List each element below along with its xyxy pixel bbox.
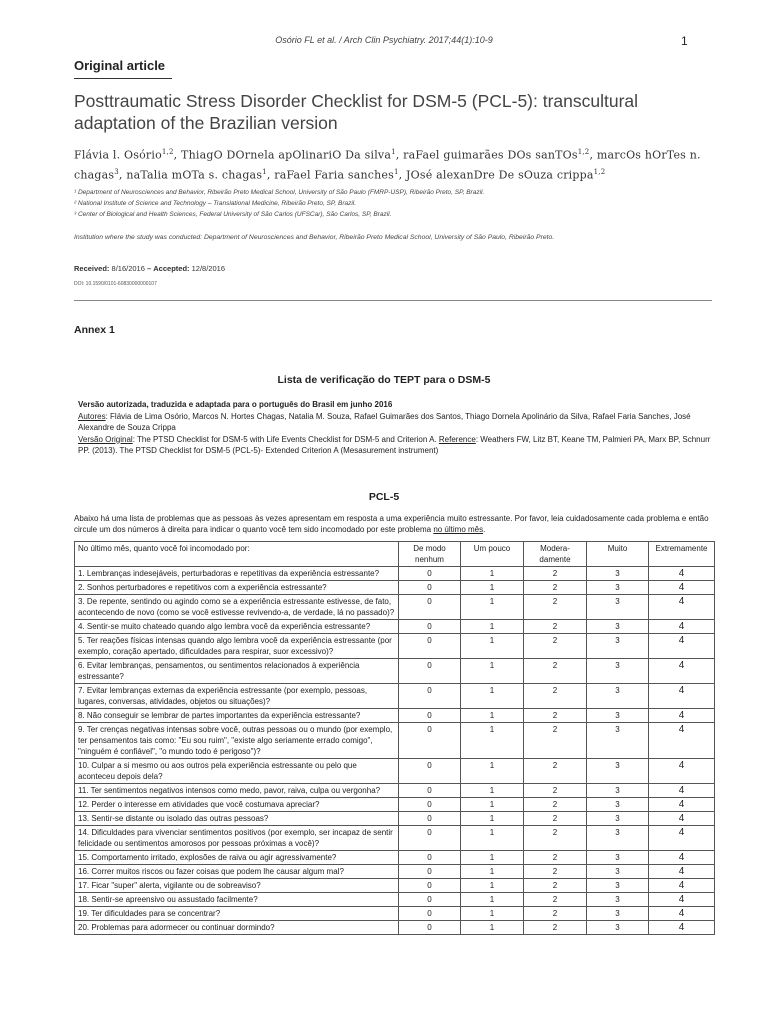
rating-option[interactable]: 2 — [524, 567, 587, 581]
header-item: No último mês, quanto você foi incomodado por: — [75, 542, 399, 567]
dates-dash: – — [147, 264, 152, 273]
rating-option[interactable]: 2 — [524, 893, 587, 907]
rating-option[interactable]: 4 — [649, 921, 715, 935]
rating-option[interactable]: 3 — [587, 784, 649, 798]
rating-option[interactable]: 1 — [461, 723, 524, 759]
accepted-label: Accepted: — [153, 264, 190, 273]
author-name: raFael Faria sanches — [274, 168, 394, 182]
item-text: 14. Dificuldades para vivenciar sentimentos positivos (por exemplo, ser incapaz de sentir felicidade ou sentimentos amorosos por pessoas próximas a você)? — [75, 826, 399, 851]
rating-option[interactable]: 4 — [649, 879, 715, 893]
rating-option[interactable]: 4 — [649, 907, 715, 921]
rating-option[interactable]: 4 — [649, 709, 715, 723]
item-text: 17. Ficar "super" alerta, vigilante ou de sobreaviso? — [75, 879, 399, 893]
rating-option[interactable]: 0 — [399, 826, 461, 851]
rating-option[interactable]: 4 — [649, 595, 715, 620]
rating-option[interactable]: 0 — [399, 812, 461, 826]
table-row — [75, 851, 715, 865]
header-not-at-all: De modo nenhum — [399, 542, 461, 567]
rating-option[interactable]: 3 — [587, 659, 649, 684]
received-label: Received: — [74, 264, 110, 273]
rating-option[interactable]: 0 — [399, 723, 461, 759]
table-row — [75, 907, 715, 921]
rating-option[interactable]: 3 — [587, 907, 649, 921]
rating-option[interactable]: 2 — [524, 879, 587, 893]
rating-option[interactable]: 2 — [524, 659, 587, 684]
item-text: 13. Sentir-se distante ou isolado das outras pessoas? — [75, 812, 399, 826]
rating-option[interactable]: 2 — [524, 798, 587, 812]
rating-option[interactable]: 2 — [524, 620, 587, 634]
rating-option[interactable]: 4 — [649, 784, 715, 798]
doi: DOI: 10.1590/0101-60830000000107 — [74, 281, 157, 287]
rating-option[interactable]: 4 — [649, 567, 715, 581]
rating-option[interactable]: 2 — [524, 581, 587, 595]
rating-option[interactable]: 0 — [399, 567, 461, 581]
rating-option[interactable]: 3 — [587, 826, 649, 851]
author-name: ThiagO DOrnela apOlinariO Da silva — [181, 148, 392, 162]
rating-option[interactable]: 1 — [461, 851, 524, 865]
table-row — [75, 812, 715, 826]
rating-option[interactable]: 3 — [587, 595, 649, 620]
author-name: naTalia mOTa s. chagas — [126, 168, 263, 182]
rating-option[interactable]: 3 — [587, 684, 649, 709]
version-block — [78, 399, 718, 457]
rating-option[interactable]: 3 — [587, 865, 649, 879]
rating-option[interactable]: 0 — [399, 921, 461, 935]
rating-option[interactable]: 4 — [649, 759, 715, 784]
author-name: JOsé alexanDre De sOuza crippa — [406, 168, 594, 182]
item-text: 15. Comportamento irritado, explosões de raiva ou agir agressivamente? — [75, 851, 399, 865]
checklist-title: Lista de verificação do TEPT para o DSM-5 — [277, 374, 491, 386]
rating-option[interactable]: 0 — [399, 581, 461, 595]
item-text: 20. Problemas para adormecer ou continuar dormindo? — [75, 921, 399, 935]
rating-option[interactable]: 1 — [461, 567, 524, 581]
rating-option[interactable]: 1 — [461, 634, 524, 659]
rating-option[interactable]: 4 — [649, 634, 715, 659]
rating-option[interactable]: 1 — [461, 620, 524, 634]
reference-text: : Weathers FW, Litz BT, Keane TM, Palmieri PA, Marx BP, Schnurr PP. (2013). The PTSD Checklist for DSM-5 (PCL-5)- Extended Criterion A (Mesasurement instrument) — [78, 434, 711, 455]
rating-option[interactable]: 4 — [649, 684, 715, 709]
item-text: 1. Lembranças indesejáveis, perturbadoras e repetitivas da experiência estressante? — [75, 567, 399, 581]
page-number: 1 — [681, 34, 688, 48]
rating-option[interactable]: 2 — [524, 826, 587, 851]
author-affiliation-marker: 3 — [114, 167, 119, 176]
rating-option[interactable]: 2 — [524, 595, 587, 620]
author-affiliation-marker: 1,2 — [593, 167, 606, 176]
rating-option[interactable]: 2 — [524, 921, 587, 935]
table-row — [75, 759, 715, 784]
rating-option[interactable]: 2 — [524, 907, 587, 921]
dates-line — [74, 264, 225, 273]
rating-option[interactable]: 4 — [649, 620, 715, 634]
author-affiliation-marker: 1 — [391, 148, 396, 156]
table-row — [75, 709, 715, 723]
table-row — [75, 567, 715, 581]
item-text: 7. Evitar lembranças externas da experiência estressante (por exemplo, pessoas, lugares, conversas, atividades, objetos ou situações)? — [75, 684, 399, 709]
item-text: 9. Ter crenças negativas intensas sobre você, outras pessoas ou o mundo (por exemplo, ter pensamentos tais como: "Eu sou ruim", "existe algo seriamente errado comigo", "ninguém é confiável", "o mundo todo é perigoso")? — [75, 723, 399, 759]
table-header-row — [75, 542, 715, 567]
table-row — [75, 595, 715, 620]
rating-option[interactable]: 0 — [399, 620, 461, 634]
item-text: 11. Ter sentimentos negativos intensos como medo, pavor, raiva, culpa ou vergonha? — [75, 784, 399, 798]
section-divider — [74, 300, 712, 301]
rating-option[interactable]: 2 — [524, 759, 587, 784]
table-row — [75, 634, 715, 659]
pcl5-table — [74, 541, 715, 935]
article-type: Original article — [74, 58, 166, 73]
rating-option[interactable]: 4 — [649, 812, 715, 826]
table-row — [75, 893, 715, 907]
rating-option[interactable]: 2 — [524, 812, 587, 826]
rating-option[interactable]: 2 — [524, 723, 587, 759]
rating-option[interactable]: 1 — [461, 893, 524, 907]
author-list: Flávia l. Osório$^{1,2}$, ThiagO DOrnela apOlinariO Da silva$^1$, raFael guimarães DOs sanTOs$^{1,2}$, marcOs hOrTes n. chagas$^3$, naTalia mOTa s. chagas$^1$, raFael Faria sanches$^1$, JOsé alexanDre De sOuza crippa$^{1,2}$ — [74, 148, 701, 182]
table-row — [75, 921, 715, 935]
original-line — [78, 434, 718, 457]
author-affiliation-marker: 1,2 — [577, 148, 590, 156]
header-a-little: Um pouco — [461, 542, 524, 567]
rating-option[interactable]: 1 — [461, 784, 524, 798]
item-text: 10. Culpar a si mesmo ou aos outros pela experiência estressante ou pelo que aconteceu depois dela? — [75, 759, 399, 784]
rating-option[interactable]: 4 — [649, 798, 715, 812]
rating-option[interactable]: 0 — [399, 851, 461, 865]
intro-end: . — [483, 525, 486, 534]
table-row — [75, 723, 715, 759]
author-affiliation-marker: 1,2 — [161, 148, 174, 156]
item-text: 5. Ter reações físicas intensas quando algo lembra você da experiência estressante (por exemplo, coração apertado, dificuldades para respirar, suor excessivo)? — [75, 634, 399, 659]
rating-option[interactable]: 4 — [649, 851, 715, 865]
rating-option[interactable]: 0 — [399, 684, 461, 709]
rating-option[interactable]: 3 — [587, 581, 649, 595]
rating-option[interactable]: 1 — [461, 921, 524, 935]
intro-underlined: no último mês — [433, 525, 484, 534]
item-text: 2. Sonhos perturbadores e repetitivos com a experiência estressante? — [75, 581, 399, 595]
rating-option[interactable]: 1 — [461, 798, 524, 812]
table-row — [75, 581, 715, 595]
author-affiliation-marker: 1 — [262, 167, 267, 176]
rating-option[interactable]: 1 — [461, 812, 524, 826]
item-text: 3. De repente, sentindo ou agindo como se a experiência estressante estivesse, de fato, acontecendo de novo (como se você estivesse revivendo-a, de verdade, lá no passado)? — [75, 595, 399, 620]
pcl5-instructions — [74, 513, 714, 535]
rating-option[interactable]: 3 — [587, 921, 649, 935]
rating-option[interactable]: 0 — [399, 659, 461, 684]
rating-option[interactable]: 3 — [587, 879, 649, 893]
rating-option[interactable]: 1 — [461, 865, 524, 879]
rating-option[interactable]: 4 — [649, 723, 715, 759]
rating-option[interactable]: 0 — [399, 759, 461, 784]
rating-option[interactable]: 0 — [399, 798, 461, 812]
rating-option[interactable]: 3 — [587, 620, 649, 634]
author-affiliation-marker: 1 — [393, 167, 399, 176]
annex-heading: Annex 1 — [74, 324, 115, 336]
item-text: 18. Sentir-se apreensivo ou assustado facilmente? — [75, 893, 399, 907]
reference-label: Reference — [438, 434, 476, 444]
institution-note: Institution where the study was conducted: Department of Neurosciences and Behavior, Ribeirão Preto Medical School, University of São Paulo, Ribeirão Preto. — [74, 234, 555, 241]
rating-option[interactable]: 0 — [399, 865, 461, 879]
rating-option[interactable]: 4 — [649, 893, 715, 907]
author-name: Flávia l. Osório — [74, 148, 162, 162]
rating-option[interactable]: 0 — [399, 595, 461, 620]
rating-option[interactable]: 2 — [524, 684, 587, 709]
rating-option[interactable]: 2 — [524, 634, 587, 659]
affiliation-1: ¹ Department of Neurosciences and Behavior, Ribeirão Preto Medical School, University of São Paulo (FMRP-USP), Ribeirão Preto, SP, Brazil. — [74, 189, 485, 196]
rating-option[interactable]: 3 — [587, 723, 649, 759]
rating-option[interactable]: 4 — [649, 581, 715, 595]
authors-label: Autores — [78, 411, 106, 421]
rating-option[interactable]: 1 — [461, 879, 524, 893]
table-row — [75, 684, 715, 709]
header-extremely: Extremamente — [649, 542, 715, 567]
item-text: 19. Ter dificuldades para se concentrar? — [75, 907, 399, 921]
rating-option[interactable]: 3 — [587, 893, 649, 907]
item-text: 4. Sentir-se muito chateado quando algo lembra você da experiência estressante? — [75, 620, 399, 634]
original-text: : The PTSD Checklist for DSM-5 with Life Events Checklist for DSM-5 and Criterion A. — [132, 434, 439, 444]
rating-option[interactable]: 0 — [399, 634, 461, 659]
table-row — [75, 659, 715, 684]
header-quite: Muito — [587, 542, 649, 567]
rating-option[interactable]: 4 — [649, 865, 715, 879]
author-name: raFael guimarães DOs sanTOs — [403, 148, 578, 162]
rating-option[interactable]: 0 — [399, 709, 461, 723]
rating-option[interactable]: 2 — [524, 851, 587, 865]
rating-option[interactable]: 1 — [461, 595, 524, 620]
pcl5-title: PCL-5 — [368, 491, 400, 503]
table-row — [75, 865, 715, 879]
item-text: 6. Evitar lembranças, pensamentos, ou sentimentos relacionados à experiência estressante? — [75, 659, 399, 684]
rating-option[interactable]: 0 — [399, 907, 461, 921]
original-label: Versão Original — [78, 434, 133, 444]
rating-option[interactable]: 3 — [587, 851, 649, 865]
table-row — [75, 784, 715, 798]
rating-option[interactable]: 3 — [587, 634, 649, 659]
rating-option[interactable]: 3 — [587, 798, 649, 812]
rating-option[interactable]: 3 — [587, 567, 649, 581]
rating-option[interactable]: 4 — [649, 659, 715, 684]
header-moderately: Modera-damente — [524, 542, 587, 567]
affiliation-2: ² National Institute of Science and Technology – Translational Medicine, Ribeirão Preto, SP, Brazil. — [74, 200, 357, 207]
received-date: 8/16/2016 — [111, 264, 145, 273]
rating-option[interactable]: 1 — [461, 659, 524, 684]
rating-option[interactable]: 1 — [461, 826, 524, 851]
table-row — [75, 879, 715, 893]
version-line: Versão autorizada, traduzida e adaptada para o português do Brasil em junho 2016 — [78, 400, 393, 409]
table-row — [75, 826, 715, 851]
author-name: marcOs hOrTes n. chagas — [74, 148, 701, 182]
rating-option[interactable]: 1 — [461, 709, 524, 723]
rating-option[interactable]: 3 — [587, 709, 649, 723]
running-head: Osório FL et al. / Arch Clin Psychiatry. 2017;44(1):10-9 — [275, 35, 493, 45]
item-text: 16. Correr muitos riscos ou fazer coisas que podem lhe causar algum mal? — [75, 865, 399, 879]
rating-option[interactable]: 2 — [524, 865, 587, 879]
item-text: 8. Não conseguir se lembrar de partes importantes da experiência estressante? — [75, 709, 399, 723]
authors-line — [78, 411, 718, 434]
item-text: 12. Perder o interesse em atividades que você costumava apreciar? — [75, 798, 399, 812]
table-row — [75, 798, 715, 812]
rating-option[interactable]: 1 — [461, 907, 524, 921]
rating-option[interactable]: 3 — [587, 759, 649, 784]
rating-option[interactable]: 3 — [587, 812, 649, 826]
intro-text: Abaixo há uma lista de problemas que as pessoas às vezes apresentam em resposta a uma experiência muito estressante. Por favor, leia cuidadosamente cada problema e então circule um dos números à direita para indicar o quanto você tem sido incomodado por este problema — [74, 514, 709, 534]
article-type-rule — [74, 78, 172, 79]
authors-text: : Flávia de Lima Osório, Marcos N. Hortes Chagas, Natalia M. Souza, Rafael Guimarães dos Santos, Thiago Dornela Apolinário da Silva, Rafael Faria Sanches, José Alexandre de Souza Crippa — [78, 411, 691, 432]
rating-option[interactable]: 0 — [399, 784, 461, 798]
rating-option[interactable]: 1 — [461, 759, 524, 784]
article-title: Posttraumatic Stress Disorder Checklist for DSM-5 (PCL-5): transcultural adaptation of the Brazilian version — [74, 91, 639, 133]
rating-option[interactable]: 0 — [399, 893, 461, 907]
rating-option[interactable]: 1 — [461, 684, 524, 709]
table-row — [75, 620, 715, 634]
rating-option[interactable]: 2 — [524, 784, 587, 798]
rating-option[interactable]: 0 — [399, 879, 461, 893]
rating-option[interactable]: 1 — [461, 581, 524, 595]
rating-option[interactable]: 4 — [649, 826, 715, 851]
affiliation-3: ³ Center of Biological and Health Sciences, Federal University of São Carlos (UFSCar), São Carlos, SP, Brazil. — [74, 211, 392, 218]
accepted-date: 12/8/2016 — [191, 264, 225, 273]
rating-option[interactable]: 2 — [524, 709, 587, 723]
